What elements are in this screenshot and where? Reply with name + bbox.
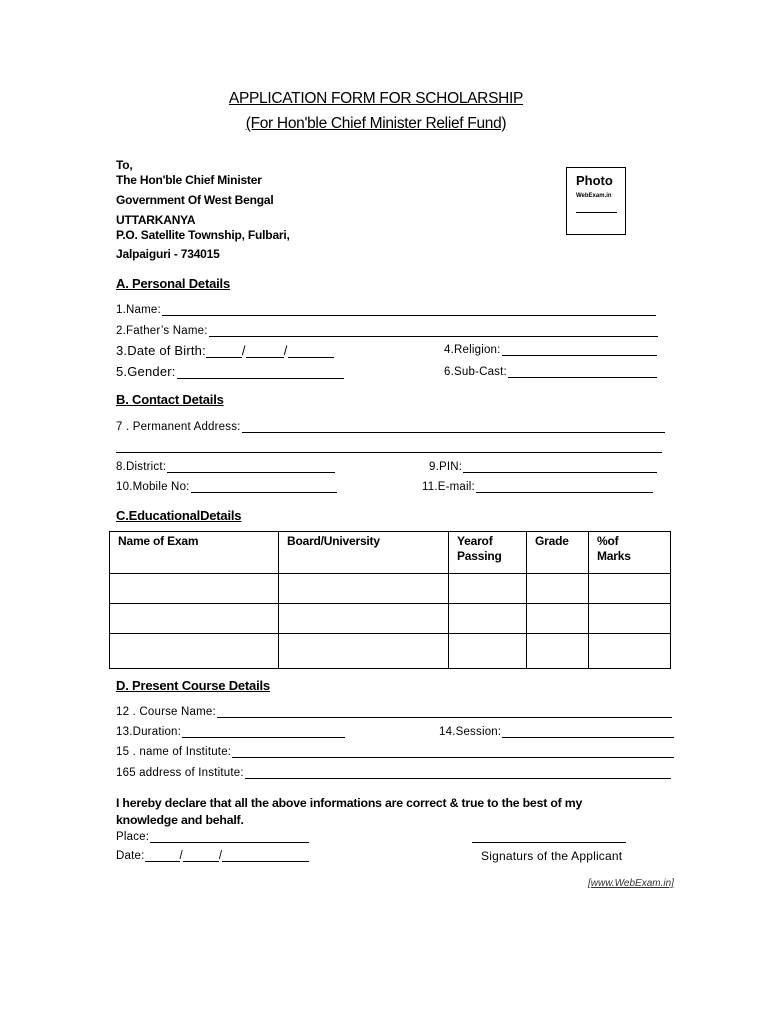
address-line-3: UTTARKANYA [116, 213, 196, 227]
pin-field[interactable] [429, 461, 657, 473]
section-present-course-details: D. Present Course Details [116, 678, 270, 693]
place-line[interactable] [150, 832, 309, 843]
mobile-field[interactable] [116, 481, 337, 493]
session-field[interactable] [439, 726, 674, 738]
table-cell[interactable] [110, 574, 279, 604]
date-label: Date: [116, 850, 145, 862]
subcast-field[interactable] [444, 366, 657, 378]
date-slash-1: / [179, 850, 183, 862]
institute-address-line[interactable] [245, 768, 671, 779]
table-cell[interactable] [110, 604, 279, 634]
permanent-address-label: 7 . Permanent Address: [116, 421, 241, 433]
dob-slash-2: / [283, 343, 288, 358]
signature-label: Signaturs of the Applicant [481, 849, 623, 863]
section-personal-details: A. Personal Details [116, 276, 230, 291]
course-name-line[interactable] [217, 707, 672, 718]
subcast-label: 6.Sub-Cast: [444, 366, 507, 378]
permanent-address-field[interactable] [116, 421, 665, 433]
address-line-5: Jalpaiguri - 734015 [116, 247, 220, 261]
header-board-university: Board/University [279, 532, 449, 574]
email-line[interactable] [476, 482, 653, 493]
photo-watermark: WebExam.in [576, 193, 612, 199]
permanent-address-line-2[interactable] [116, 452, 662, 453]
table-row [110, 604, 671, 634]
institute-name-line[interactable] [232, 747, 674, 758]
address-line-4: P.O. Satellite Township, Fulbari, [116, 228, 290, 242]
dob-year-line[interactable] [288, 347, 334, 358]
email-field[interactable] [422, 481, 653, 493]
address-line-1: The Hon'ble Chief Minister [116, 173, 262, 187]
header-percent-marks: %of Marks [589, 532, 671, 574]
photo-label: Photo [576, 173, 613, 188]
father-name-field[interactable] [116, 325, 658, 337]
institute-name-label: 15 . name of Institute: [116, 746, 232, 758]
table-cell[interactable] [527, 574, 589, 604]
pin-line[interactable] [463, 462, 657, 473]
address-to: To, [116, 158, 133, 172]
table-cell[interactable] [279, 604, 449, 634]
table-row [110, 634, 671, 669]
form-title: APPLICATION FORM FOR SCHOLARSHIP [228, 90, 524, 107]
religion-line[interactable] [502, 345, 657, 356]
duration-field[interactable] [116, 726, 345, 738]
table-cell[interactable] [527, 604, 589, 634]
institute-name-field[interactable] [116, 746, 674, 758]
declaration-text: I hereby declare that all the above informations are correct & true to the best of my knowledge and behalf. [116, 796, 583, 827]
place-field[interactable] [116, 831, 309, 843]
table-cell[interactable] [279, 634, 449, 669]
section-contact-details: B. Contact Details [116, 392, 224, 407]
table-cell[interactable] [589, 604, 671, 634]
father-name-label: 2.Father’s Name: [116, 325, 208, 337]
course-name-field[interactable] [116, 706, 672, 718]
section-educational-details: C.EducationalDetails [116, 508, 242, 523]
permanent-address-line[interactable] [242, 422, 665, 433]
session-label: 14.Session: [439, 726, 502, 738]
header-year-of-passing: Yearof Passing [449, 532, 527, 574]
institute-address-field[interactable] [116, 767, 671, 779]
session-line[interactable] [502, 727, 674, 738]
mobile-line[interactable] [191, 482, 337, 493]
duration-line[interactable] [182, 727, 345, 738]
table-cell[interactable] [589, 634, 671, 669]
table-cell[interactable] [110, 634, 279, 669]
religion-field[interactable] [444, 344, 657, 356]
district-label: 8.District: [116, 461, 167, 473]
gender-label: 5.Gender: [116, 364, 176, 379]
institute-address-label: 165 address of Institute: [116, 767, 244, 779]
table-row [110, 574, 671, 604]
address-line-2: Government Of West Bengal [116, 193, 274, 207]
date-month-line[interactable] [183, 851, 219, 862]
email-label: 11.E-mail: [422, 481, 475, 493]
religion-label: 4.Religion: [444, 344, 501, 356]
date-field[interactable] [116, 850, 309, 862]
course-name-label: 12 . Course Name: [116, 706, 216, 718]
table-cell[interactable] [527, 634, 589, 669]
name-line[interactable] [162, 305, 656, 316]
pin-label: 9.PIN: [429, 461, 463, 473]
footer-watermark-link[interactable]: [www.WebExam.in] [588, 878, 674, 889]
table-cell[interactable] [589, 574, 671, 604]
subcast-line[interactable] [508, 367, 657, 378]
father-name-line[interactable] [209, 326, 658, 337]
dob-field[interactable] [116, 343, 346, 358]
date-slash-2: / [218, 850, 223, 862]
date-year-line[interactable] [222, 851, 309, 862]
education-header-row [110, 532, 671, 574]
photo-box[interactable] [566, 167, 626, 235]
signature-line[interactable] [472, 842, 626, 843]
dob-day-line[interactable] [206, 347, 242, 358]
table-cell[interactable] [279, 574, 449, 604]
table-cell[interactable] [449, 634, 527, 669]
dob-label: 3.Date of Birth: [116, 343, 206, 358]
header-name-of-exam: Name of Exam [110, 532, 279, 574]
dob-month-line[interactable] [246, 347, 284, 358]
mobile-label: 10.Mobile No: [116, 481, 190, 493]
dob-slash-1: / [241, 343, 246, 358]
gender-field[interactable] [116, 364, 344, 379]
district-line[interactable] [167, 462, 335, 473]
form-subtitle: (For Hon'ble Chief Minister Relief Fund) [245, 115, 507, 132]
date-day-line[interactable] [145, 851, 180, 862]
name-field[interactable] [116, 304, 656, 316]
table-cell[interactable] [449, 574, 527, 604]
education-table [109, 531, 671, 669]
name-label: 1.Name: [116, 304, 161, 316]
place-label: Place: [116, 831, 150, 843]
table-cell[interactable] [449, 604, 527, 634]
duration-label: 13.Duration: [116, 726, 182, 738]
header-grade: Grade [527, 532, 589, 574]
district-field[interactable] [116, 461, 335, 473]
gender-line[interactable] [177, 368, 344, 379]
photo-divider [576, 212, 617, 213]
